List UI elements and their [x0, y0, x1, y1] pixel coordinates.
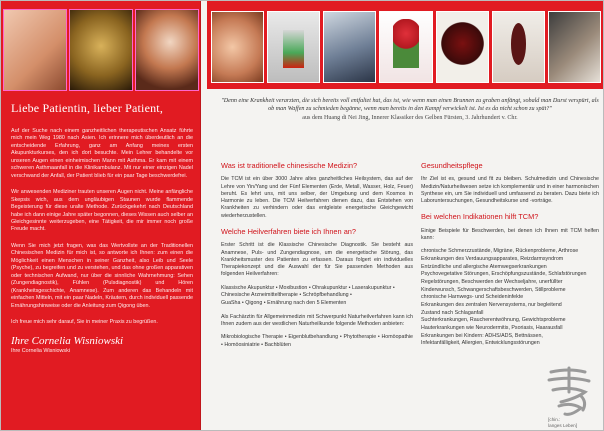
- photo-qigong-figure: [323, 11, 376, 83]
- indication-item: Hauterkrankungen wie Neurodermitis, Psoriasis, Haarausfall: [421, 324, 563, 331]
- indication-item: Infektanfälligkeit, Allergien, Entwicklungsstörungen: [421, 340, 540, 347]
- letter: [11, 101, 193, 354]
- natural-methods-list: Mikrobiologische Therapie • Eigenblutbehandlung • Phytotherapie • Homöopathie • Homöosiniatrie • Bachblüten: [221, 334, 413, 348]
- heading-indications: Bei welchen Indikationen hilft TCM?: [421, 212, 539, 222]
- letter-paragraph-3: Wenn Sie mich jetzt fragen, was das Wertvollste an der Traditionellen Chinesischen Medizin für mich ist, so antworte ich Ihnen: zum einen die Möglichkeit einen Menschen in seiner Ganzheit, also Leib und Seele (Psyche), zu begreifen und zu verstehen, und das ohne großen apparativen oder technischen Aufwand, nur über die sinnliche Wahrnehmung: Sehen (Zungendiagnostik), Fühlen (Pulsdiagnostik) und Hören (Krankheitsgeschichte, Anamnese). Zum anderen das Behandeln mit einfachen Mitteln, mit ein paar Nadeln, Kräutern, durch individuell passende Ernährungshinweise oder die Anleitung zum Qigong üben.: [11, 242, 193, 309]
- indications-list: [421, 248, 599, 348]
- quote-source: aus dem Huang di Nei Jing, Innerer Klassiker des Gelben Fürsten, 3. Jahrhundert v. Chr.: [302, 115, 518, 122]
- left-panel: [1, 1, 201, 431]
- indication-item: Zustand nach Schlaganfall: [421, 309, 484, 316]
- indication-item: chronische Harnwegs- und Scheideninfekte: [421, 294, 524, 301]
- photo-herbal-medicine: [267, 11, 320, 83]
- top-photo-strip: [209, 11, 603, 83]
- photo-doctor-portrait: [135, 9, 199, 91]
- indication-item: Regelstörungen, Beschwerden der Wechseljahre, unerfüllter: [421, 278, 563, 285]
- right-panel: [207, 1, 604, 431]
- methods-list-line-1: Klassische Akupunktur • Moxibustion • Ohrakupunktur • Laserakupunktur • Chinesische Arzneimitteltherapie • Schröpfbehandlung •: [221, 284, 395, 299]
- indication-item: chronische Schmerzzustände, Migräne, Rückenprobleme, Arthrose: [421, 248, 579, 255]
- top-photo-bar: [207, 1, 604, 89]
- heading-health-care: Gesundheitspflege: [421, 161, 483, 170]
- letter-greeting: Liebe Patientin, lieber Patient,: [11, 101, 164, 115]
- indications-intro: Einige Beispiele für Beschwerden, bei denen ich Ihnen mit TCM helfen kann:: [421, 227, 599, 241]
- quote-block: [221, 97, 599, 123]
- heading-what-is-tcm: Was ist traditionelle chinesische Medizin?: [221, 161, 358, 170]
- photo-hands-acupuncture: [3, 9, 67, 91]
- chinese-calligraphy-icon: [541, 362, 597, 420]
- doctor-description: Als Fachärztin für Allgemeinmedizin mit Schwerpunkt Naturheilverfahren kann ich Ihnen zudem aus der westlichen Naturheilkunde folgende Methoden anbieten:: [221, 313, 413, 328]
- photo-cupping-glass: [492, 11, 545, 83]
- letter-paragraph-2: Wir anwesenden Mediziner trauten unseren Augen nicht. Meine anfängliche Skepsis wich, aus dem ungläubigen Staunen wurde flammende Begeisterung für diese uralte Methode. Zurückgekehrt nach Deutschland habe ich dann einige Jahre später begonnen, dieses Wissen auch selber an Gleichgesinnte weiterzugeben, eine Tätigkeit, die mir immer noch große Freude macht.: [11, 189, 193, 233]
- photo-acupuncture-back: [211, 11, 264, 83]
- indication-item: Psychovegetative Störungen, Erschöpfungszustände, Schlafstörungen: [421, 271, 587, 278]
- column-right: [421, 161, 599, 354]
- health-description: Ihr Ziel ist es, gesund und fit zu bleiben. Schulmedizin und Chinesische Medizin/Naturheilwesen setze ich komplementär und in einer harmonischen Synthese ein, um Sie individuell und umfassend zu beraten. Dazu biete ich Laboruntersuchungen, Gesundheitskurse und -vorträge.: [421, 176, 599, 205]
- indication-item: Suchterkrankungen, Raucherentwöhnung, Gewichtsprobleme: [421, 317, 566, 324]
- methods-list-line-2: GuaSha • Qigong • Ernährung nach den 5 Elementen: [221, 300, 347, 307]
- calligraphy-caption-line-2: langes Leben]: [548, 422, 577, 428]
- letter-paragraph-1: Auf der Suche nach einem ganzheitlichen therapeutischen Ansatz führte mich mein Weg 1980 nach Asien. Ich erinnere mich überdeutlich an die entscheidende Erfahrung, ganz am Anfang meines ersten Akupunkturkurses, den ich dort besuchte. Mein Lehrer behandelte vor unseren Augen einen einheimischen Mann mit Asthma. Er kam mit einem schweren Asthmaanfall in die Klinikambulanz. Mit nur einer einzigen Nadel verschwand der Anfall, der Patient blieb für ein paar Tage beschwerdefrei.: [11, 128, 193, 179]
- photo-red-tulips: [379, 11, 432, 83]
- calligraphy-caption: [548, 417, 577, 428]
- indication-item: Erkrankungen bei Kindern: ADHS/ADS, Bettnässen,: [421, 332, 543, 339]
- left-photo-strip: [1, 9, 201, 91]
- signature-name: Ihre Cornelia Wisniowski: [11, 348, 71, 355]
- photo-garden-path: [548, 11, 601, 83]
- letter-paragraph-4: Ich freue mich sehr darauf, Sie in meiner Praxis zu begrüßen.: [11, 318, 158, 325]
- indication-item: Entzündliche und allergische Atemwegserkrankungen: [421, 263, 547, 270]
- indication-item: Erkrankungen des zentralen Nervensystems, nur begleitend: [421, 301, 562, 308]
- heading-methods: Welche Heilverfahren biete ich Ihnen an?: [221, 227, 357, 236]
- column-left: [221, 161, 413, 355]
- calligraphy-caption-line-1: [chin.:: [548, 417, 561, 422]
- quote-text: "Denn eine Krankheit verarzten, die sich bereits voll entfaltet hat, das ist, wie wenn man einen Brunnen zu graben anfängt, sobald man Durst verspürt, als ob man Waffen zu schmieden begänne, wenn man bereits in den Kampf verwickelt ist. Ist es da nicht schon zu spät?": [221, 98, 599, 113]
- photo-buddha-statue: [69, 9, 133, 91]
- methods-description: Erster Schritt ist die Klassische Chinesische Diagnostik. Sie besteht aus Anamnese, Puls- und Zungendiagnose, um die energetische Störung, das Krankheitsmuster des Patienten zu erfassen. Daraus folgert ein individuelles Therapiekonzept und die Auswahl der für Sie passenden Methoden aus folgenden Heilverfahren:: [221, 242, 413, 278]
- photo-cupping-bowl: [436, 11, 489, 83]
- methods-list: [221, 285, 413, 308]
- indication-item: Kinderwunsch, Schwangerschaftsbeschwerden, Stillprobleme: [421, 286, 566, 293]
- indication-item: Erkrankungen des Verdauungsapparates, Reizdarmsyndrom: [421, 255, 564, 262]
- signature: Ihre Cornelia Wisniowski: [11, 335, 124, 348]
- tcm-description: Die TCM ist ein über 3000 Jahre altes ganzheitliches Heilsystem, das auf der Lehre von Yin/Yang und der Fünf Elementen (Erde, Metall, Wasser, Holz, Feuer) beruht. Es lehrt uns, mit uns selber, der Umgebung und dem Kosmos in Harmonie zu leben. Die TCM Heilverfahren dienen dazu, das Entstehen von Krankheiten zu verhindern oder das entgleiste energetische Gleichgewicht wiederherzustellen.: [221, 176, 413, 219]
